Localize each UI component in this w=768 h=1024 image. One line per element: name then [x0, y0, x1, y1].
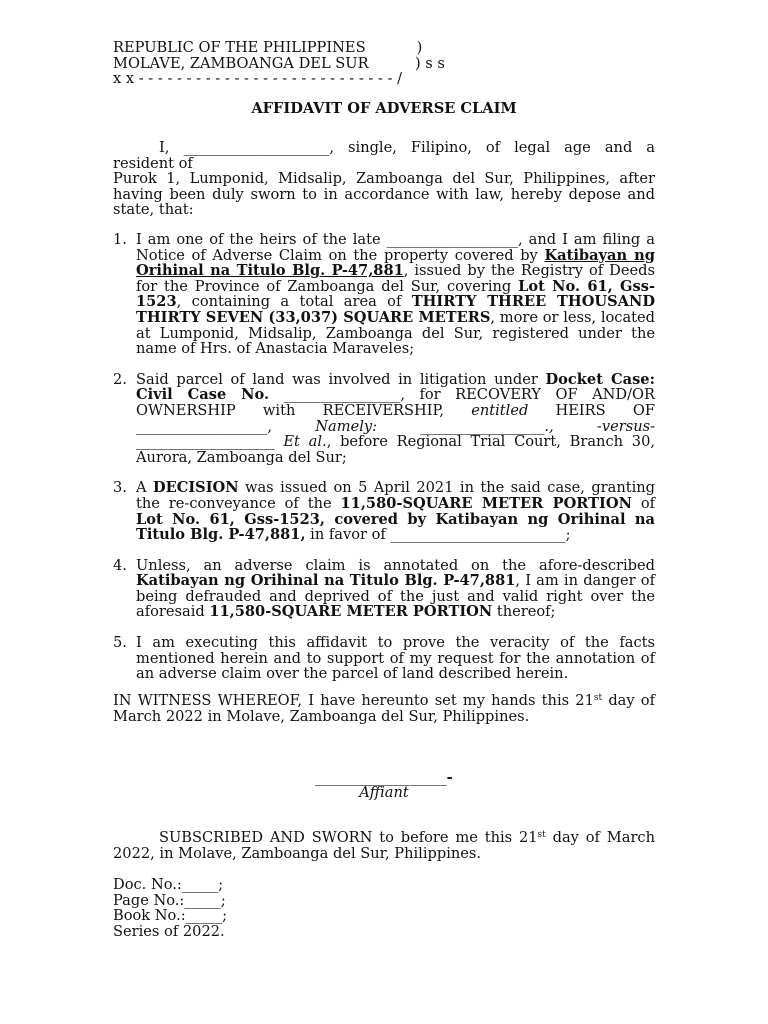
signature-line: __________________- [315, 769, 453, 786]
page-number: Page No.:_____; [113, 891, 226, 909]
item-number: 5. [113, 634, 127, 652]
venue-line-separator: x x - - - - - - - - - - - - - - - - - - - - - - - - - - - / [113, 70, 403, 88]
intro-paragraph [113, 140, 655, 218]
affiant-name-blank: ____________________ [183, 139, 330, 156]
affiant-label: Affiant [359, 784, 409, 801]
numbered-items [113, 232, 655, 682]
venue-line-municipality: MOLAVE, ZAMBOANGA DEL SUR ) s s [113, 54, 445, 72]
item-number: 2. [113, 370, 127, 388]
item-number: 3. [113, 479, 127, 497]
venue-header [113, 40, 655, 87]
list-item: 4. Unless, an adverse claim is annotated on the afore-described Katibayan ng Orihinal na Titulo Blg. P-47,881, I am in danger of being defrauded and deprived of the just and valid right over the aforesaid 11,580-SQUARE METER PORTION thereof; [113, 556, 655, 621]
intro-line-2: resident of [113, 154, 193, 172]
list-item: 5. I am executing this affidavit to prove the veracity of the facts mentioned herein and to support of my request for the annotation of an adverse claim over the parcel of land described herein. [113, 634, 655, 683]
list-item: 1. I am one of the heirs of the late __________________, and I am filing a Notice of Adverse Claim on the property covered by Katibayan ng Orihinal na Titulo Blg. P-47,881, issued by the Registry of Deeds for the Province of Zamboanga del Sur, covering Lot No. 61, Gss-1523, containing a total area of THIRTY THREE THOUSAND THIRTY SEVEN (33,037) SQUARE METERS, more or less, located at Lumponid, Midsalip, Zamboanga del Sur, registered under the name of Hrs. of Anastacia Maraveles; [113, 231, 656, 358]
doc-number: Doc. No.:_____; [113, 876, 224, 893]
series-year: Series of 2022. [113, 922, 225, 940]
witness-paragraph: IN WITNESS WHEREOF, I have hereunto set my hands this 21st day of March 2022 in Molave, Zamboanga del Sur, Philippines. [113, 692, 655, 725]
book-number: Book No.:_____; [113, 907, 228, 925]
intro-line-3: Purok 1, Lumponid, Midsalip, Zamboanga del Sur, Philippines, after [113, 170, 655, 188]
document-title: AFFIDAVIT OF ADVERSE CLAIM [251, 100, 517, 117]
item-number: 4. [113, 556, 127, 574]
item-number: 1. [113, 231, 127, 248]
list-item: 3. A DECISION was issued on 5 April 2021 in the said case, granting the re-conveyance of the 11,580-SQUARE METER PORTION of Lot No. 61, Gss-1523, covered by Katibayan ng Orihinal na Titulo Blg. P-47,881, in favor of ________________________; [113, 479, 656, 544]
intro-line-5: state, that: [113, 201, 194, 219]
title-reference: Katibayan ng Orihinal na Titulo Blg. P-47,881 [136, 246, 655, 280]
notary-details [113, 877, 655, 939]
intro-line-4: having been duly sworn to in accordance with law, hereby depose and [113, 185, 655, 203]
subscribed-paragraph: SUBSCRIBED AND SWORN to before me this 21st day of March 2022, in Molave, Zamboanga del Sur, Philippines. [113, 829, 655, 862]
list-item: 2. Said parcel of land was involved in litigation under Docket Case: Civil Case No. ________________, for RECOVERY OF AND/OR OWNERSHIP with RECEIVERSHIP, entitled HEIRS OF __________________, Namely: _________________., -versus- ___________________ Et al., before Regional Trial Court, Branch 30, Aurora, Zamboanga del Sur; [113, 370, 656, 466]
intro-line-1: I, ____________________, single, Filipino, of legal age and a [159, 139, 656, 156]
venue-line-republic: REPUBLIC OF THE PHILIPPINES ) [113, 39, 423, 56]
